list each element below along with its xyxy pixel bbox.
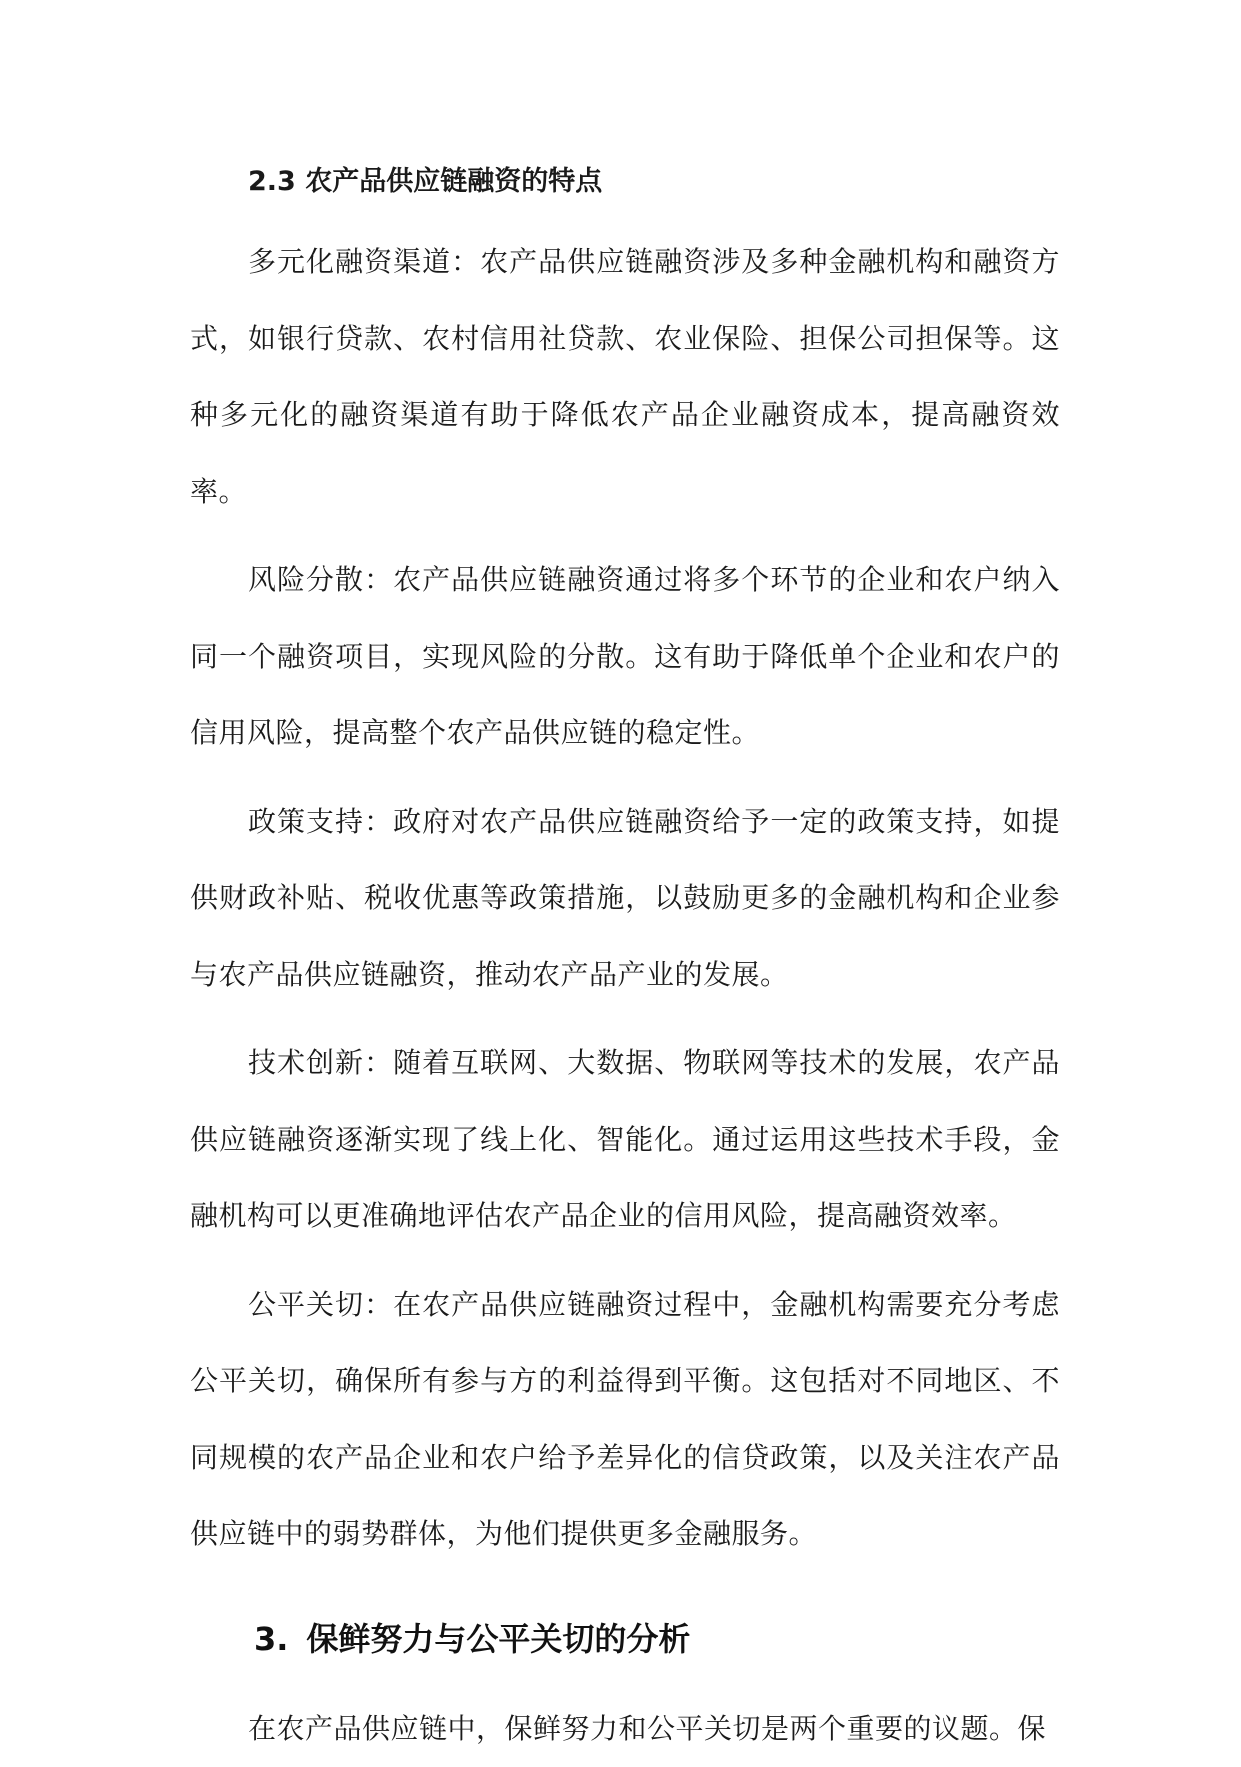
section-2-3-heading: 2.3 农产品供应链融资的特点 (190, 152, 1060, 212)
paragraph-diversified-channels: 多元化融资渠道：农产品供应链融资涉及多种金融机构和融资方式，如银行贷款、农村信用社贷款、农业保险、担保公司担保等。这种多元化的融资渠道有助于降低农产品企业融资成本，提高融资效率。 (190, 224, 1060, 530)
document-body (190, 140, 1060, 1767)
section-3-heading (190, 1599, 1060, 1679)
section-3-number: 3. (254, 1620, 288, 1658)
paragraph-fairness-concern: 公平关切：在农产品供应链融资过程中，金融机构需要充分考虑公平关切，确保所有参与方的利益得到平衡。这包括对不同地区、不同规模的农产品企业和农户给予差异化的信贷政策，以及关注农产品供应链中的弱势群体，为他们提供更多金融服务。 (190, 1267, 1060, 1573)
paragraph-policy-support: 政策支持：政府对农产品供应链融资给予一定的政策支持，如提供财政补贴、税收优惠等政策措施，以鼓励更多的金融机构和企业参与农产品供应链融资，推动农产品产业的发展。 (190, 784, 1060, 1014)
paragraph-tech-innovation: 技术创新：随着互联网、大数据、物联网等技术的发展，农产品供应链融资逐渐实现了线上化、智能化。通过运用这些技术手段，金融机构可以更准确地评估农产品企业的信用风险，提高融资效率。 (190, 1025, 1060, 1255)
section-3-title: 保鲜努力与公平关切的分析 (306, 1620, 690, 1658)
paragraph-risk-diversification: 风险分散：农产品供应链融资通过将多个环节的企业和农户纳入同一个融资项目，实现风险的分散。这有助于降低单个企业和农户的信用风险，提高整个农产品供应链的稳定性。 (190, 542, 1060, 772)
paragraph-section-3-intro: 在农产品供应链中，保鲜努力和公平关切是两个重要的议题。保 (190, 1691, 1060, 1767)
